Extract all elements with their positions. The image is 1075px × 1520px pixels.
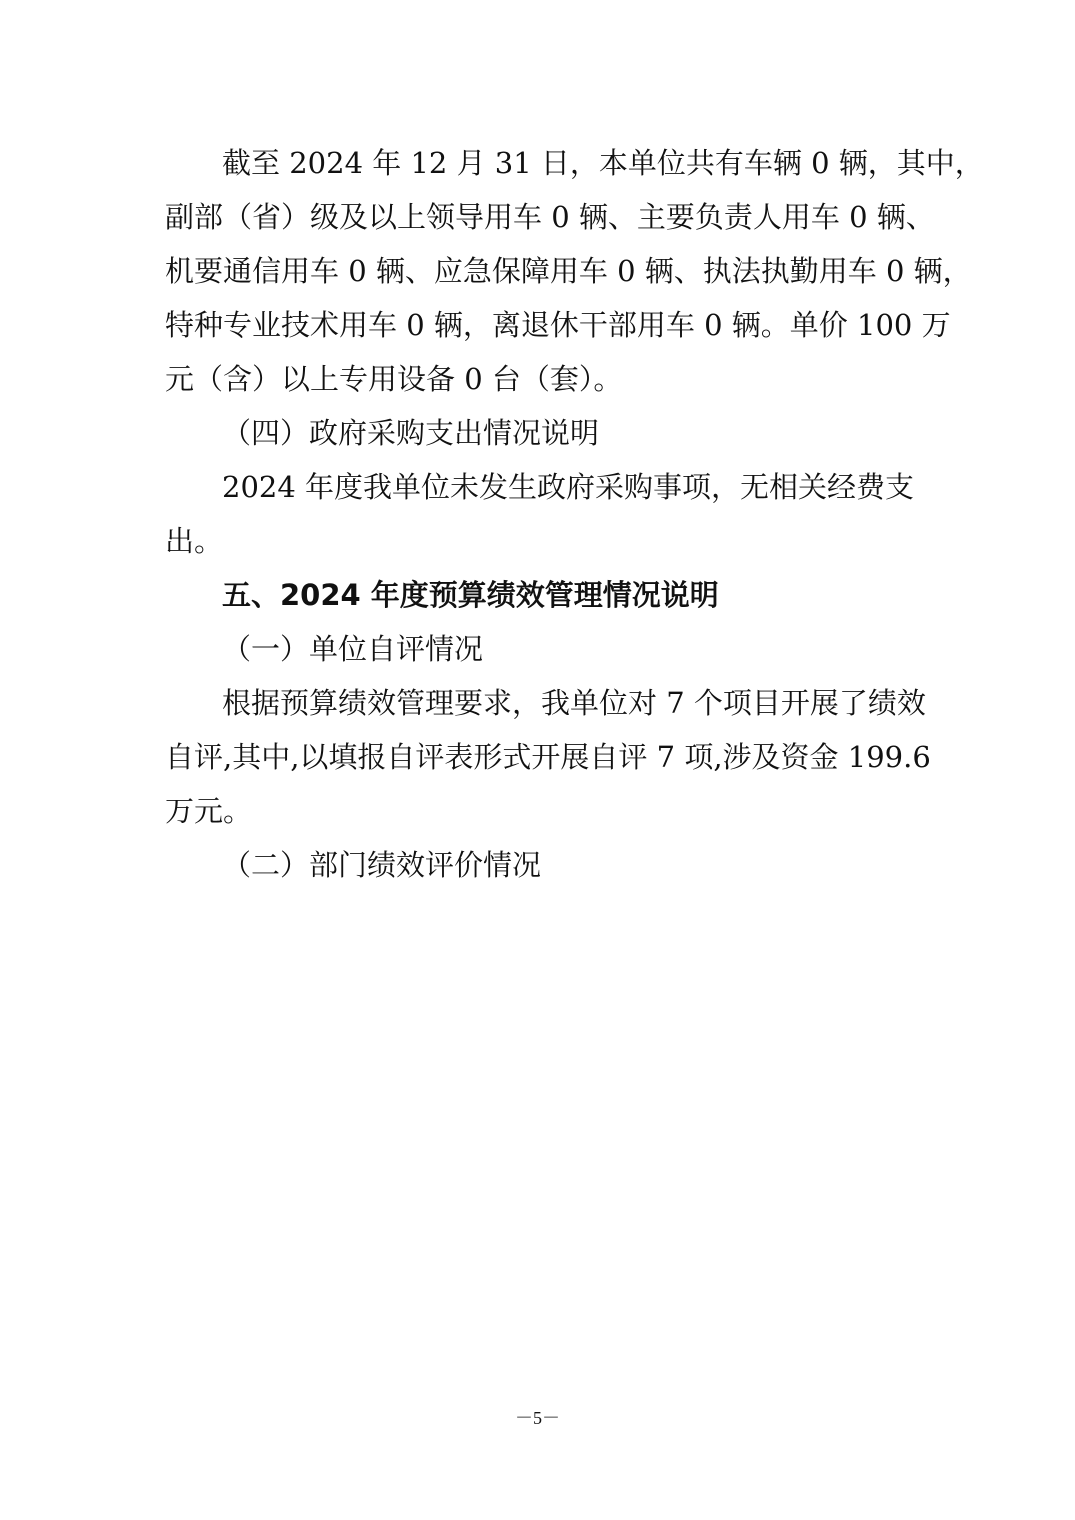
section-heading-text: 五、2024 年度预算绩效管理情况说明 [222,578,719,612]
paragraph-procurement-line-2 [0,521,1075,561]
text-line: 出。 [165,524,224,558]
paragraph-vehicles-line-4 [0,305,1075,345]
paragraph-vehicles-line-3 [0,251,1075,291]
subheading-text: （四）政府采购支出情况说明 [222,416,600,450]
paragraph-vehicles-line-2 [0,197,1075,237]
text-line: 根据预算绩效管理要求，我单位对 7 个项目开展了绩效 [222,686,926,720]
paragraph-procurement-line-1 [0,467,1075,507]
paragraph-vehicles-line-5 [0,359,1075,399]
subheading-self-evaluation [0,629,1075,669]
paragraph-vehicles-line-1 [0,143,1075,183]
section-heading-performance [0,575,1075,615]
text-line: 特种专业技术用车 0 辆，离退休干部用车 0 辆。单价 100 万 [165,308,951,342]
page-number: －5－ [515,1408,560,1428]
text-line: 机要通信用车 0 辆、应急保障用车 0 辆、执法执勤用车 0 辆， [165,254,972,288]
text-line: 元（含）以上专用设备 0 台（套）。 [165,362,623,396]
subheading-department-evaluation [0,845,1075,885]
text-line: 截至 2024 年 12 月 31 日，本单位共有车辆 0 辆，其中， [222,146,984,180]
paragraph-self-evaluation-line-1 [0,683,1075,723]
subheading-text: （二）部门绩效评价情况 [222,848,542,882]
paragraph-self-evaluation-line-2 [0,737,1075,777]
text-line: 2024 年度我单位未发生政府采购事项，无相关经费支 [222,470,915,504]
text-line: 副部（省）级及以上领导用车 0 辆、主要负责人用车 0 辆、 [165,200,935,234]
paragraph-self-evaluation-line-3 [0,791,1075,831]
subheading-procurement [0,413,1075,453]
text-line: 自评,其中,以填报自评表形式开展自评 7 项,涉及资金 199.6 [165,740,931,774]
text-line: 万元。 [165,794,253,828]
subheading-text: （一）单位自评情况 [222,632,484,666]
